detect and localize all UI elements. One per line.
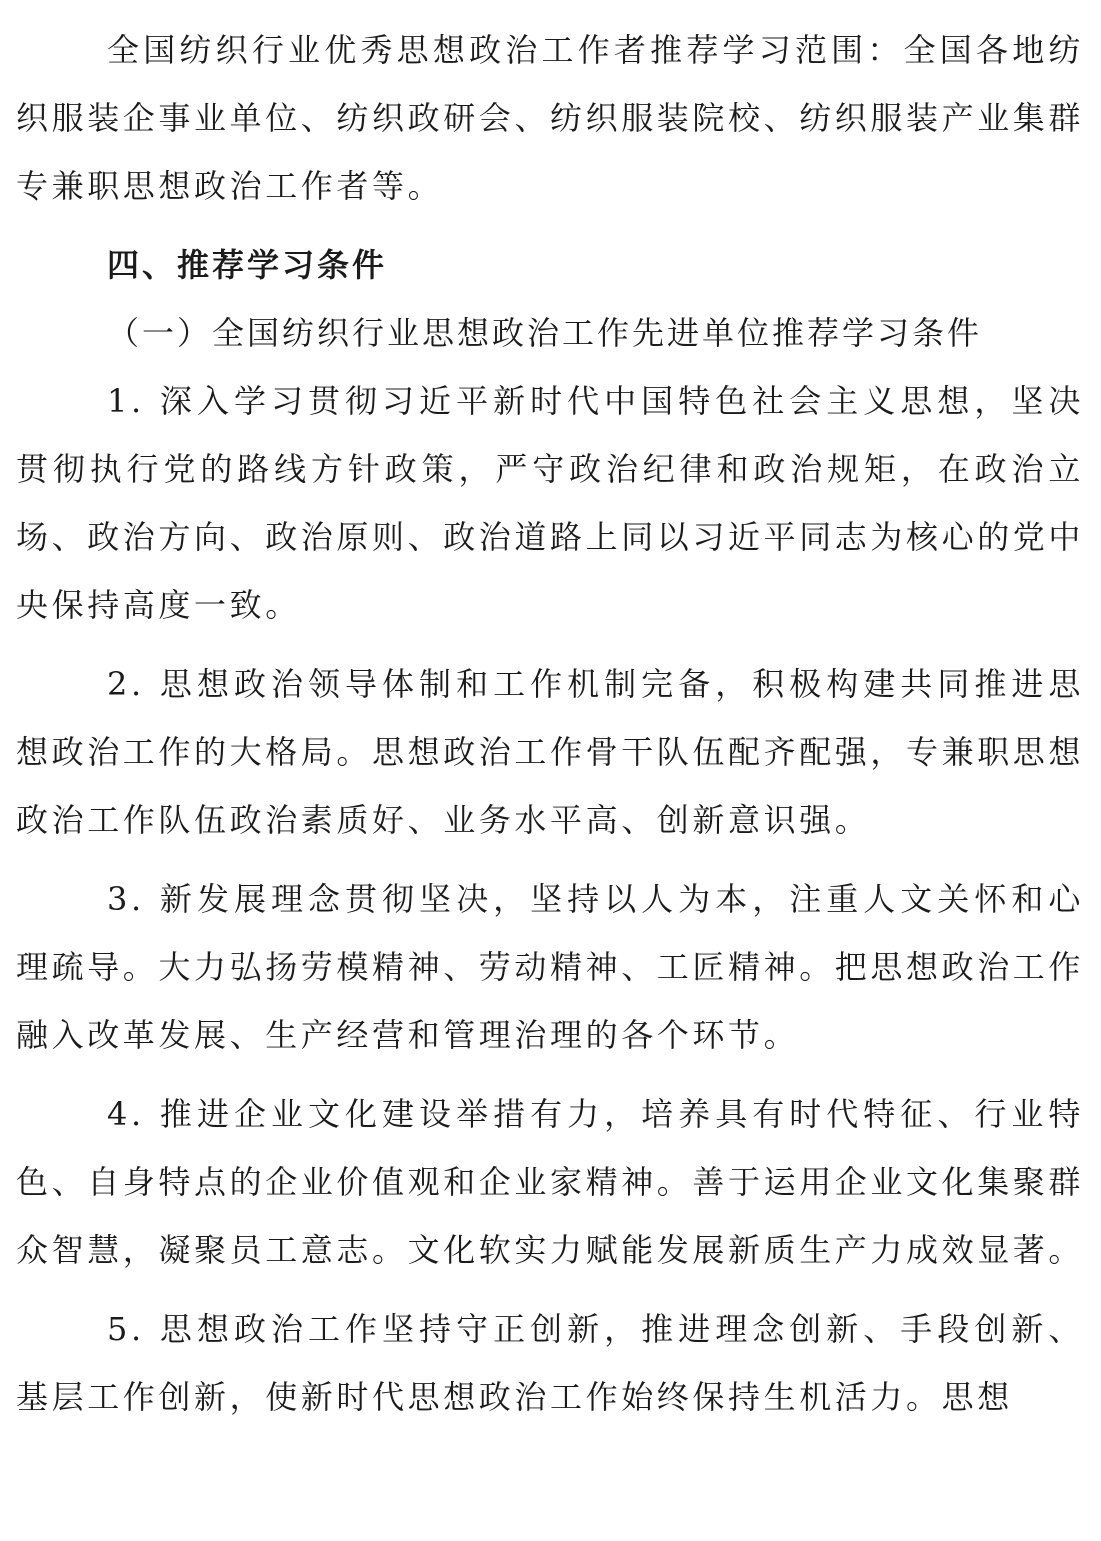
subsection-heading-advanced-units: （一）全国纺织行业思想政治工作先进单位推荐学习条件 <box>107 314 983 352</box>
condition-item-2: 2. 思想政治领导体制和工作机制完备，积极构建共同推进思想政治工作的大格局。思想政治工作骨干队伍配齐配强，专兼职思想政治工作队伍政治素质好、业务水平高、创新意识强。 <box>16 665 1085 839</box>
paragraph-recommendation-scope: 全国纺织行业优秀思想政治工作者推荐学习范围：全国各地纺织服装企事业单位、纺织政研会、纺织服装院校、纺织服装产业集群专兼职思想政治工作者等。 <box>16 31 1085 205</box>
condition-item-3: 3. 新发展理念贯彻坚决，坚持以人为本，注重人文关怀和心理疏导。大力弘扬劳模精神、劳动精神、工匠精神。把思想政治工作融入改革发展、生产经营和管理治理的各个环节。 <box>16 880 1085 1054</box>
condition-item-4: 4. 推进企业文化建设举措有力，培养具有时代特征、行业特色、自身特点的企业价值观和企业家精神。善于运用企业文化集聚群众智慧，凝聚员工意志。文化软实力赋能发展新质生产力成效显著。 <box>16 1095 1085 1269</box>
condition-item-5: 5. 思想政治工作坚持守正创新，推进理念创新、手段创新、基层工作创新，使新时代思想政治工作始终保持生机活力。思想 <box>16 1310 1084 1416</box>
document-page <box>16 16 1084 1431</box>
condition-item-1: 1. 深入学习贯彻习近平新时代中国特色社会主义思想，坚决贯彻执行党的路线方针政策，严守政治纪律和政治规矩，在政治立场、政治方向、政治原则、政治道路上同以习近平同志为核心的党中央保持高度一致。 <box>16 382 1085 624</box>
section-heading-conditions: 四、推荐学习条件 <box>107 246 388 284</box>
